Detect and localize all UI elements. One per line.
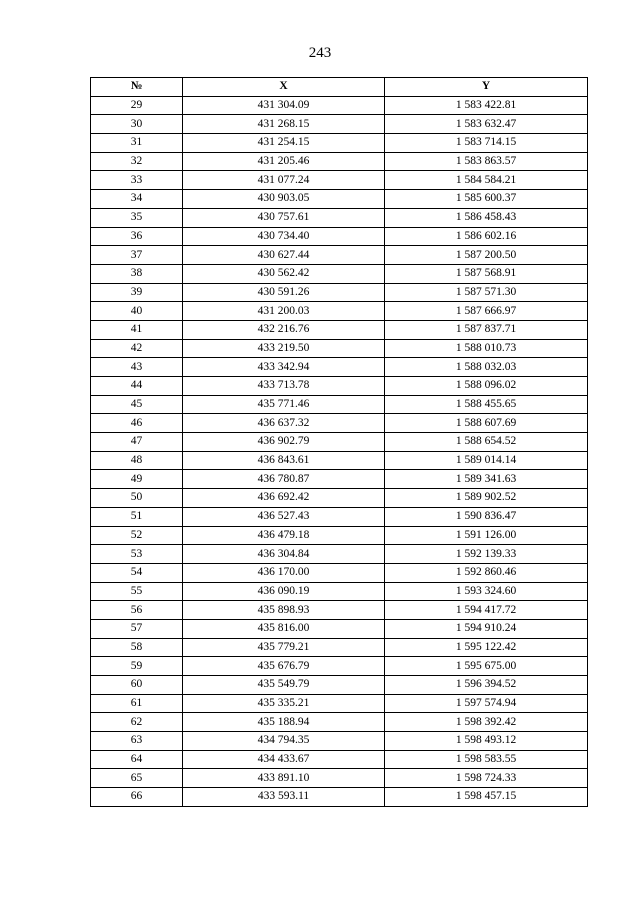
cell-x: 433 891.10: [183, 769, 385, 788]
cell-point-number: 50: [91, 489, 183, 508]
cell-x: 433 219.50: [183, 339, 385, 358]
cell-point-number: 29: [91, 96, 183, 115]
table-row: [91, 433, 588, 452]
cell-x: 431 200.03: [183, 302, 385, 321]
cell-y: 1 588 607.69: [385, 414, 588, 433]
cell-y: 1 595 122.42: [385, 638, 588, 657]
cell-point-number: 40: [91, 302, 183, 321]
table-row: [91, 96, 588, 115]
table-row: [91, 190, 588, 209]
table-row: [91, 451, 588, 470]
cell-point-number: 62: [91, 713, 183, 732]
cell-point-number: 60: [91, 676, 183, 695]
cell-point-number: 39: [91, 283, 183, 302]
cell-y: 1 596 394.52: [385, 676, 588, 695]
cell-y: 1 598 457.15: [385, 788, 588, 807]
cell-point-number: 66: [91, 788, 183, 807]
cell-y: 1 593 324.60: [385, 582, 588, 601]
table-row: [91, 227, 588, 246]
cell-y: 1 585 600.37: [385, 190, 588, 209]
cell-point-number: 36: [91, 227, 183, 246]
cell-x: 434 794.35: [183, 732, 385, 751]
cell-x: 436 780.87: [183, 470, 385, 489]
cell-x: 430 627.44: [183, 246, 385, 265]
cell-y: 1 586 602.16: [385, 227, 588, 246]
cell-y: 1 588 010.73: [385, 339, 588, 358]
cell-y: 1 590 836.47: [385, 507, 588, 526]
cell-y: 1 598 392.42: [385, 713, 588, 732]
cell-x: 431 268.15: [183, 115, 385, 134]
table-row: [91, 246, 588, 265]
cell-point-number: 59: [91, 657, 183, 676]
cell-point-number: 30: [91, 115, 183, 134]
table-row: [91, 115, 588, 134]
cell-x: 436 170.00: [183, 563, 385, 582]
cell-x: 436 637.32: [183, 414, 385, 433]
cell-x: 431 254.15: [183, 134, 385, 153]
table-row: [91, 208, 588, 227]
cell-x: 430 591.26: [183, 283, 385, 302]
cell-point-number: 54: [91, 563, 183, 582]
cell-y: 1 591 126.00: [385, 526, 588, 545]
table-row: [91, 283, 588, 302]
cell-x: 436 692.42: [183, 489, 385, 508]
cell-y: 1 592 860.46: [385, 563, 588, 582]
cell-point-number: 41: [91, 320, 183, 339]
cell-point-number: 64: [91, 750, 183, 769]
cell-y: 1 598 583.55: [385, 750, 588, 769]
cell-y: 1 589 902.52: [385, 489, 588, 508]
cell-y: 1 588 654.52: [385, 433, 588, 452]
table-row: [91, 507, 588, 526]
cell-point-number: 37: [91, 246, 183, 265]
table-row: [91, 619, 588, 638]
table-row: [91, 377, 588, 396]
cell-x: 435 779.21: [183, 638, 385, 657]
cell-point-number: 32: [91, 152, 183, 171]
table-row: [91, 489, 588, 508]
table-row: [91, 152, 588, 171]
cell-y: 1 598 493.12: [385, 732, 588, 751]
cell-y: 1 583 714.15: [385, 134, 588, 153]
table-row: [91, 750, 588, 769]
cell-point-number: 47: [91, 433, 183, 452]
table-row: [91, 395, 588, 414]
cell-y: 1 584 584.21: [385, 171, 588, 190]
table-row: [91, 545, 588, 564]
cell-y: 1 587 571.30: [385, 283, 588, 302]
table-row: [91, 526, 588, 545]
cell-y: 1 583 422.81: [385, 96, 588, 115]
cell-y: 1 597 574.94: [385, 694, 588, 713]
cell-y: 1 598 724.33: [385, 769, 588, 788]
table-row: [91, 320, 588, 339]
cell-x: 431 304.09: [183, 96, 385, 115]
cell-x: 435 771.46: [183, 395, 385, 414]
cell-y: 1 589 341.63: [385, 470, 588, 489]
cell-point-number: 44: [91, 377, 183, 396]
table-row: [91, 732, 588, 751]
cell-y: 1 589 014.14: [385, 451, 588, 470]
cell-x: 436 843.61: [183, 451, 385, 470]
cell-x: 433 713.78: [183, 377, 385, 396]
cell-x: 431 205.46: [183, 152, 385, 171]
cell-x: 430 734.40: [183, 227, 385, 246]
cell-point-number: 63: [91, 732, 183, 751]
cell-point-number: 52: [91, 526, 183, 545]
cell-point-number: 61: [91, 694, 183, 713]
cell-x: 436 304.84: [183, 545, 385, 564]
cell-y: 1 594 910.24: [385, 619, 588, 638]
cell-point-number: 43: [91, 358, 183, 377]
column-header-number: №: [91, 78, 183, 97]
cell-y: 1 587 666.97: [385, 302, 588, 321]
cell-x: 430 903.05: [183, 190, 385, 209]
cell-x: 436 479.18: [183, 526, 385, 545]
cell-x: 430 757.61: [183, 208, 385, 227]
cell-y: 1 587 837.71: [385, 320, 588, 339]
cell-y: 1 587 200.50: [385, 246, 588, 265]
table-row: [91, 563, 588, 582]
cell-point-number: 58: [91, 638, 183, 657]
cell-point-number: 35: [91, 208, 183, 227]
cell-point-number: 55: [91, 582, 183, 601]
cell-point-number: 38: [91, 264, 183, 283]
table-row: [91, 264, 588, 283]
cell-x: 431 077.24: [183, 171, 385, 190]
table-row: [91, 694, 588, 713]
cell-point-number: 45: [91, 395, 183, 414]
cell-y: 1 588 032.03: [385, 358, 588, 377]
cell-y: 1 586 458.43: [385, 208, 588, 227]
table-header-row: [91, 78, 588, 97]
table-row: [91, 601, 588, 620]
table-row: [91, 788, 588, 807]
table-row: [91, 470, 588, 489]
column-header-x: X: [183, 78, 385, 97]
cell-point-number: 56: [91, 601, 183, 620]
page-number: 243: [308, 45, 332, 61]
cell-y: 1 587 568.91: [385, 264, 588, 283]
table-row: [91, 769, 588, 788]
cell-y: 1 592 139.33: [385, 545, 588, 564]
table-row: [91, 171, 588, 190]
cell-x: 433 593.11: [183, 788, 385, 807]
table-row: [91, 657, 588, 676]
cell-y: 1 583 863.57: [385, 152, 588, 171]
table-body: [91, 96, 588, 806]
cell-x: 430 562.42: [183, 264, 385, 283]
cell-y: 1 594 417.72: [385, 601, 588, 620]
cell-x: 435 898.93: [183, 601, 385, 620]
cell-y: 1 588 096.02: [385, 377, 588, 396]
coordinates-table: [90, 77, 588, 807]
cell-point-number: 53: [91, 545, 183, 564]
cell-point-number: 49: [91, 470, 183, 489]
cell-point-number: 57: [91, 619, 183, 638]
cell-x: 432 216.76: [183, 320, 385, 339]
table-row: [91, 358, 588, 377]
cell-x: 436 902.79: [183, 433, 385, 452]
table-row: [91, 582, 588, 601]
cell-point-number: 31: [91, 134, 183, 153]
column-header-y: Y: [385, 78, 588, 97]
cell-point-number: 34: [91, 190, 183, 209]
table-row: [91, 339, 588, 358]
cell-x: 436 527.43: [183, 507, 385, 526]
cell-point-number: 42: [91, 339, 183, 358]
cell-x: 435 188.94: [183, 713, 385, 732]
cell-y: 1 595 675.00: [385, 657, 588, 676]
cell-x: 436 090.19: [183, 582, 385, 601]
cell-x: 435 816.00: [183, 619, 385, 638]
table-row: [91, 638, 588, 657]
table-row: [91, 302, 588, 321]
table-row: [91, 676, 588, 695]
cell-y: 1 588 455.65: [385, 395, 588, 414]
cell-y: 1 583 632.47: [385, 115, 588, 134]
cell-point-number: 51: [91, 507, 183, 526]
cell-x: 433 342.94: [183, 358, 385, 377]
cell-x: 435 335.21: [183, 694, 385, 713]
cell-point-number: 46: [91, 414, 183, 433]
cell-point-number: 65: [91, 769, 183, 788]
cell-x: 434 433.67: [183, 750, 385, 769]
table-row: [91, 713, 588, 732]
cell-point-number: 33: [91, 171, 183, 190]
cell-x: 435 676.79: [183, 657, 385, 676]
cell-point-number: 48: [91, 451, 183, 470]
table-row: [91, 414, 588, 433]
table-row: [91, 134, 588, 153]
cell-x: 435 549.79: [183, 676, 385, 695]
